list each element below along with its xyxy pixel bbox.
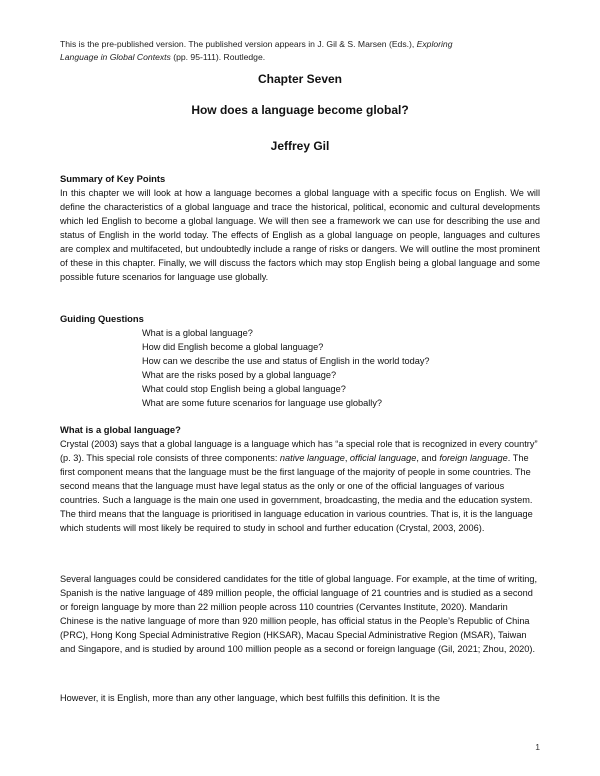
note-book-title-b: Language in Global Contexts <box>60 52 171 62</box>
summary-heading: Summary of Key Points <box>60 173 166 184</box>
prepublication-note <box>60 38 540 64</box>
guiding-question: What is a global language? <box>142 328 253 338</box>
chapter-title: How does a language become global? <box>191 103 409 117</box>
guiding-questions-section <box>60 312 540 410</box>
term-native-language: native language <box>279 453 345 463</box>
guiding-question: What could stop English being a global language? <box>142 384 346 394</box>
term-official-language: official language <box>349 453 417 463</box>
guiding-question: What are some future scenarios for language use globally? <box>142 398 383 408</box>
chapter-label: Chapter Seven <box>257 72 343 86</box>
what-is-global-section <box>60 423 540 535</box>
guiding-question: What are the risks posed by a global language? <box>142 370 337 380</box>
author-name: Jeffrey Gil <box>270 139 330 153</box>
guiding-questions-list <box>60 326 540 410</box>
page-number: 1 <box>535 742 540 752</box>
paragraph-candidates: Several languages could be considered candidates for the title of global language. For example, at the time of writing, Spanish is the native language of 489 million people, the official language of 21 countries and is studied as a second or foreign language by more than 22 million people across 110 countries (Cervantes Institute, 2020). Mandarin Chinese is the native language of more than 920 million people, has official status in the People’s Republic of China (PRC), Hong Kong Special Administrative Region (HKSAR), Macau Special Administrative Region (MSAR), Taiwan and Singapore, and is studied by around 100 million people as a second or foreign language (Gil, 2021; Zhou, 2020). <box>60 574 538 654</box>
note-pages: (pp. 95-111). Routledge. <box>170 52 266 62</box>
summary-section <box>60 172 540 284</box>
paragraph-english: However, it is English, more than any other language, which best fulfills this definition. It is the <box>60 693 440 703</box>
guiding-question: How can we describe the use and status of English in the world today? <box>142 356 430 366</box>
guiding-question: How did English become a global language? <box>142 342 324 352</box>
guiding-questions-heading: Guiding Questions <box>60 313 144 324</box>
summary-paragraph: In this chapter we will look at how a language becomes a global language with a specific focus on English. We will define the characteristics of a global language and trace the historical, political, economic and cultural developments which led English to become a global language. We will then see a framework we can use for describing the use and status of English in the world today. The effects of English as a global language on people, languages and cultures are complex and multifaceted, but undoubtedly include a range of risks or dangers. We will outline the most prominent of these in this chapter. Finally, we will discuss the factors which may stop English being a global language and some possible future scenarios for language use globally. <box>60 188 540 282</box>
section-heading: What is a global language? <box>60 424 181 435</box>
term-foreign-language: foreign language <box>439 453 508 463</box>
note-book-title-a: Exploring <box>416 39 453 49</box>
paragraph-crystal: Crystal (2003) says that a global language is a language which has “a special role that is recognized in every country” (p. 3). This special role consists of three components: native language, official language, and foreign language. The first component means that the language must be the first language of the majority of people in some countries. The second means that the language must have legal status as the only or one of the official languages of various countries. Such a language is the main one used in government, broadcasting, the media and the education system. The third means that the language is prioritised in language education in various countries. That is, it is the language which students will most likely be required to study in school and further education (Crystal, 2003, 2006). <box>60 439 538 533</box>
note-text: This is the pre-published version. The published version appears in J. Gil & S. Marsen (Eds.), <box>60 39 417 49</box>
